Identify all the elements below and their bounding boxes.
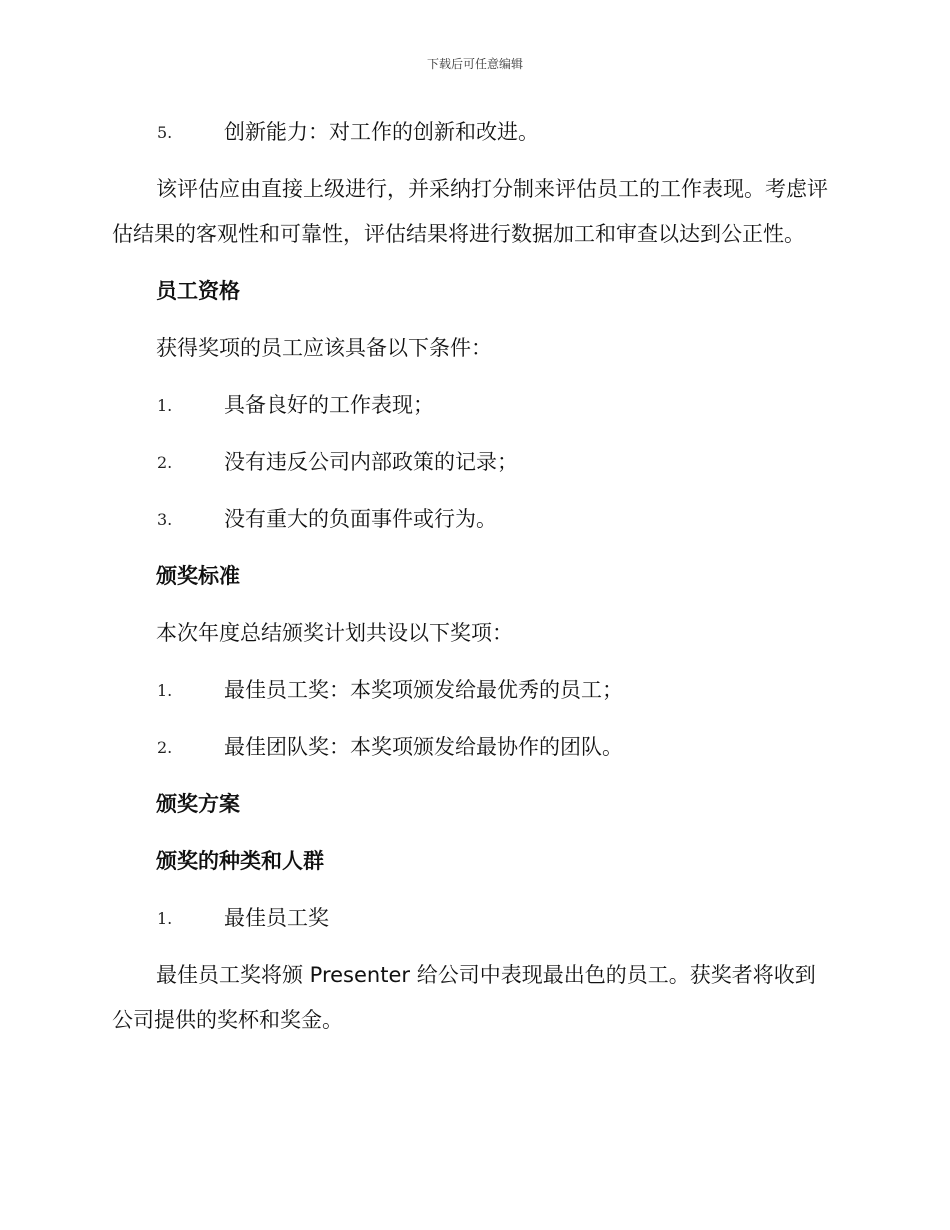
list-text: 最佳团队奖：本奖项颁发给最协作的团队。 [224, 735, 623, 759]
list-item [112, 725, 830, 770]
list-text: 没有重大的负面事件或行为。 [224, 507, 497, 531]
list-text: 最佳员工奖 [224, 906, 329, 930]
heading-award-types: 颁奖的种类和人群 [156, 849, 324, 873]
list-text: 具备良好的工作表现； [224, 393, 434, 417]
list-text: 最佳员工奖：本奖项颁发给最优秀的员工； [224, 678, 623, 702]
list-item [112, 440, 830, 485]
heading-qualification: 员工资格 [156, 279, 240, 303]
list-item [112, 497, 830, 542]
list-item-innovation [112, 110, 830, 155]
list-number: 2. [157, 738, 173, 757]
list-item [112, 896, 830, 941]
header-note: 下载后可任意编辑 [426, 57, 523, 71]
list-number: 1. [157, 909, 173, 928]
list-item [112, 668, 830, 713]
list-item [112, 383, 830, 428]
award-intro: 本次年度总结颁奖计划共设以下奖项： [156, 621, 513, 645]
document-body [112, 110, 830, 1055]
paragraph-evaluation: 该评估应由直接上级进行，并采纳打分制来评估员工的工作表现。考虑评估结果的客观性和可靠性，评估结果将进行数据加工和审查以达到公正性。 [112, 177, 828, 246]
list-number: 3. [157, 510, 173, 529]
qualification-intro: 获得奖项的员工应该具备以下条件： [156, 336, 492, 360]
heading-award-plan: 颁奖方案 [156, 792, 240, 816]
heading-award-standard: 颁奖标准 [156, 564, 240, 588]
list-text: 没有违反公司内部政策的记录； [224, 450, 518, 474]
list-number: 2. [157, 453, 173, 472]
paragraph-best-employee: 最佳员工奖将颁 Presenter 给公司中表现最出色的员工。获奖者将收到公司提供的奖杯和奖金。 [112, 963, 816, 1032]
list-text: 创新能力：对工作的创新和改进。 [224, 120, 539, 144]
list-number: 1. [157, 681, 173, 700]
list-number: 1. [157, 396, 173, 415]
list-number: 5. [157, 123, 173, 142]
